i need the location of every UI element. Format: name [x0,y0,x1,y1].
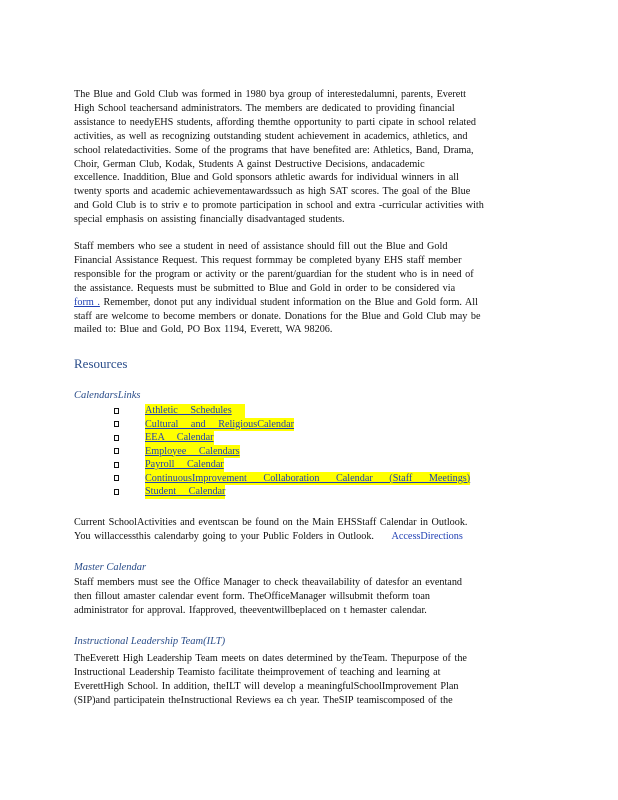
staff-line: responsible for the program or activity or the parent/guardian for the student who is in need of [74,268,474,280]
intro-line: school relatedactivities. Some of the programs that have benefited are: Athletics, Band, Drama, [74,144,474,156]
master-line: Staff members must see the Office Manager to check theavailability of datesfor an eventand [74,577,463,588]
intro-line: Choir, German Club, Kodak, Students A gainst Destructive Decisions, andacademic [74,158,425,170]
list-item [114,445,470,459]
ilt-line: Instructional Leadership Teamisto facilitate theimprovement of teaching and learning at [74,666,441,678]
staff-line: mailed to: Blue and Gold, PO Box 1194, Everett, WA 98206. [74,324,333,336]
master-line: administrator for approval. Ifapproved, theeventwillbeplaced on t hemaster calendar. [74,604,427,616]
intro-line: assistance to needyEHS students, affording themthe opportunity to parti cipate in school related [74,116,476,128]
staff-line: Staff members who see a student in need of assistance should fill out the Blue and Gold [74,241,448,252]
highlight [145,404,245,418]
intro-line: The Blue and Gold Club was formed in 1980 bya group of interestedalumni, parents, Everett [74,89,466,100]
student-calendar-link[interactable]: Student Calendar [145,486,226,497]
calendar-links-list [114,404,470,499]
intro-line: excellence. Inaddition, Blue and Gold sponsors athletic awards for individual winners in all [74,172,459,184]
list-item [114,418,470,432]
ilt-paragraph [74,652,536,708]
request-form-link[interactable]: form . [74,296,100,308]
master-calendar-paragraph [74,576,536,618]
bullet-icon [114,421,119,427]
ilt-line: EverettHigh School. In addition, theILT will develop a meaningfulSchoolImprovement Plan [74,680,459,692]
staff-line-with-link [74,296,536,310]
intro-line: twenty sports and academic achievementawardssuch as high SAT scores. The goal of the Blue [74,186,471,198]
current-line-with-link [74,530,536,544]
staff-paragraph [74,240,536,337]
current-line-text: You willaccessthis calendarby going to your Public Folders in Outlook. [74,530,374,542]
access-directions-link[interactable]: AccessDirections [391,530,463,542]
eea-calendar-link[interactable]: EEA Calendar [145,432,214,443]
bullet-icon [114,489,119,495]
staff-line: the assistance. Requests must be submitted to Blue and Gold in order to be considered via [74,282,456,294]
list-item [114,472,470,486]
highlight [145,431,214,445]
ilt-heading: Instructional Leadership Team(ILT) [74,636,226,647]
payroll-calendar-link[interactable]: Payroll Calendar [145,459,224,470]
highlight [145,485,225,499]
master-line: then fillout amaster calendar event form. TheOfficeManager willsubmit theform toan [74,590,431,602]
highlight [145,418,294,432]
list-item [114,431,470,445]
list-item [114,404,470,418]
bullet-icon [114,435,119,441]
calendars-links-heading: CalendarsLinks [74,390,141,401]
list-item [114,485,470,499]
staff-meetings-calendar-link[interactable]: ContinuousImprovement Collaboration Calendar (Staff Meetings) [145,472,471,484]
staff-line: Financial Assistance Request. This request formmay be completed byany EHS staff member [74,254,462,266]
master-calendar-heading: Master Calendar [74,562,147,573]
bullet-icon [114,408,119,414]
highlight [145,472,470,486]
current-activities-paragraph [74,516,536,544]
resources-heading: Resources [74,356,128,371]
intro-line: High School teachersand administrators. The members are dedicated to providing financial [74,102,455,114]
intro-line: activities, as well as recognizing outstanding student achievement in academics, athletics, and [74,130,468,142]
staff-line-text: Remember, donot put any individual student information on the Blue and Gold form. All [99,296,478,308]
intro-line: special emphasis on assisting financially disadvantaged students. [74,214,345,226]
athletic-schedules-link[interactable]: Athletic Schedules [145,405,232,416]
cultural-religious-calendar-link[interactable]: Cultural and ReligiousCalendar [145,418,295,430]
staff-line: staff are welcome to become members or donate. Donations for the Blue and Gold Club may be [74,310,481,322]
list-item [114,458,470,472]
current-line: Current SchoolActivities and eventscan be found on the Main EHSStaff Calendar in Outlook. [74,517,468,528]
highlight [145,445,240,459]
intro-line: and Gold Club is to striv e to promote participation in school and extra -curricular activities with [74,200,484,212]
ilt-line: TheEverett High Leadership Team meets on dates determined by theTeam. Thepurpose of the [74,653,467,664]
employee-calendars-link[interactable]: Employee Calendars [145,445,240,457]
ilt-line: (SIP)and participatein theInstructional Reviews ea ch year. TheSIP teamiscomposed of the [74,694,453,706]
highlight [145,458,224,472]
bullet-icon [114,475,119,481]
bullet-icon [114,448,119,454]
intro-paragraph [74,88,536,227]
bullet-icon [114,462,119,468]
